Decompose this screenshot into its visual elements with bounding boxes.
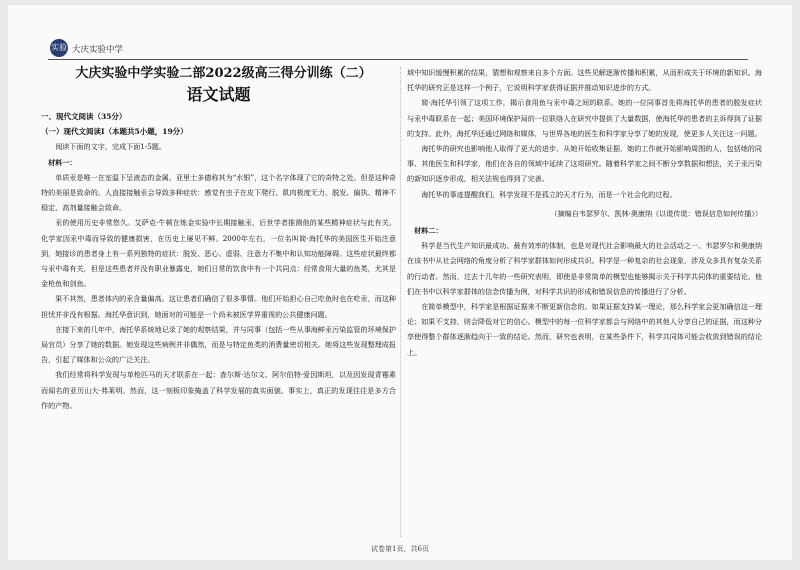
school-name: 大庆实验中学 bbox=[72, 45, 124, 55]
paragraph: 汞的使用历史非常悠久。艾萨克·牛顿在炼金实验中长期接触汞，后世学者推测他的某些精神症状与此有关。化学家因汞中毒而导致的健康损害，在历史上屡见不鲜。2000年左右，一位名叫简·海托华的美国医生开始注意到，她接诊的患者身上有一系列独特的症状：脱发、恶心、虚弱、注意力不集中和认知功能障碍。这些症状最终都与汞中毒有关，但是这些患者并没有职业暴露史，她们日常的饮食中有一个共同点：经常食用大量的鱼类，尤其是金枪鱼和剑鱼。 bbox=[41, 218, 396, 289]
exam-subject: 语文试题 bbox=[186, 85, 251, 104]
subsection-heading: （一）现代文阅读Ⅰ（本题共5小题，19分） bbox=[41, 127, 188, 137]
source-citation: （摘编自韦瑟罗尔、凯林·奥康纳《以谎传谎：错误信息如何传播》） bbox=[550, 208, 762, 218]
page-footer: 试卷第1页，共6页 bbox=[371, 545, 429, 553]
paragraph: 科学是当代生产知识最成功、最有效率的体制，也是对现代社会影响最大的社会活动之一。韦瑟罗尔和奥康纳在该书中从社会网络的角度分析了科学家群体如何形成共识。科学是一种复杂的社会现象，涉及众多具有复杂关系的行动者。然而，过去十几年的一些研究表明，即使是非常简单的模型也能够揭示关于科学共同体的重要结论。他们在书中以科学家群体的信念传播为例，对科学共识的形成和错误信息的传播进行了分析。 bbox=[407, 241, 762, 296]
exam-title: 大庆实验中学实验二部2022级高三得分训练（二） bbox=[75, 66, 372, 81]
paragraph: 单质汞是唯一在室温下呈液态的金属。亚里士多德称其为“水银”，这个名字体现了它的奇特之处。但是这种奇特的美丽是致命的。人直接接触汞会导致多种症状：感觉有虫子在皮下爬行、肌肉极度无力、脱发、偏执、精神不稳定、高剂量接触会致命。 bbox=[41, 172, 396, 213]
paragraph: 海托华的研究也影响他人取得了更大的进步。从她开始收集证据，她的工作就开始影响周围的人，包括她的同事、其他医生和科学家，他们在各自的领域中延续了这项研究。随着科学家之间不断分享数据和想法，关于汞污染的新知识逐步形成，相关法规也得到了完善。 bbox=[407, 144, 762, 184]
section-heading: 一、现代文阅读（35分） bbox=[41, 112, 127, 121]
left-column bbox=[41, 65, 396, 413]
paragraph: 域中知识缓慢积累的结果，猜想和观察来自多个方面。这些见解逐渐传播和积累，从而形成关于环境的新知识。海托华的研究正是这样一个例子，它说明科学家获得证据并推动知识进步的方式。 bbox=[407, 68, 762, 93]
paragraph: 果不其然，患者体内的汞含量偏高。这让患者们确信了很多事情。他们开始担心自己吃鱼时也在吃汞，而这种担忧并非没有根据。海托华意识到，她面对的可能是一个尚未被医学界重视的公共健康问题。 bbox=[41, 294, 396, 319]
exam-page bbox=[8, 5, 792, 560]
school-header bbox=[48, 39, 748, 60]
material-2-label: 材料二： bbox=[414, 226, 443, 236]
column-divider bbox=[400, 67, 401, 537]
paragraph: 在接下来的几年中，海托华系统地记录了她的观察结果，并与同事（包括一些从事海鲜汞污染监管的环境保护局官员）分享了她的数据。她发现这些病例并非偶然，而是与特定鱼类的消费量密切相关。她将这些发现整理成报告，引起了媒体和公众的广泛关注。 bbox=[41, 324, 396, 365]
reading-instruction: 阅读下面的文字，完成下面1-5题。 bbox=[55, 142, 166, 152]
school-logo: 实验 bbox=[50, 39, 68, 57]
paragraph: 海托华的事迹提醒我们，科学发现不是孤立的天才行为，而是一个社会化的过程。 bbox=[421, 189, 677, 199]
paragraph: 我们经常将科学发现与单枪匹马的天才联系在一起：查尔斯·达尔文、阿尔伯特·爱因斯坦，以及因发现青霉素而闻名的亚历山大·弗莱明。然而，这一刻板印象掩盖了科学发展的真实面貌。事实上，真正的发现往往是多方合作的产物。 bbox=[41, 370, 396, 410]
right-column bbox=[407, 65, 762, 360]
paragraph: 简·海托华引领了这项工作，揭示食用鱼与汞中毒之间的联系。她的一位同事首先将海托华的患者的脱发症状与汞中毒联系在一起；美国环境保护局的一位联络人在研究中提供了大量数据，使海托华的患者的主诉得到了证据的支持。此外，海托华还通过网络和媒体，与世界各地的医生和科学家分享了她的发现，使更多人关注这一问题。 bbox=[407, 98, 762, 138]
paragraph: 在简单模型中，科学家是根据证据来不断更新信念的。如果证据支持某一理论，那么科学家会更加确信这一理论；如果不支持，则会降低对它的信心。模型中的每一位科学家都会与网络中的其他人分享自己的证据，而这种分享使得整个群体逐渐趋向于一致的结论。然而，研究也表明，在某些条件下，科学共同体可能会收敛到错误的结论上。 bbox=[407, 302, 762, 357]
material-1-label: 材料一： bbox=[48, 157, 77, 167]
